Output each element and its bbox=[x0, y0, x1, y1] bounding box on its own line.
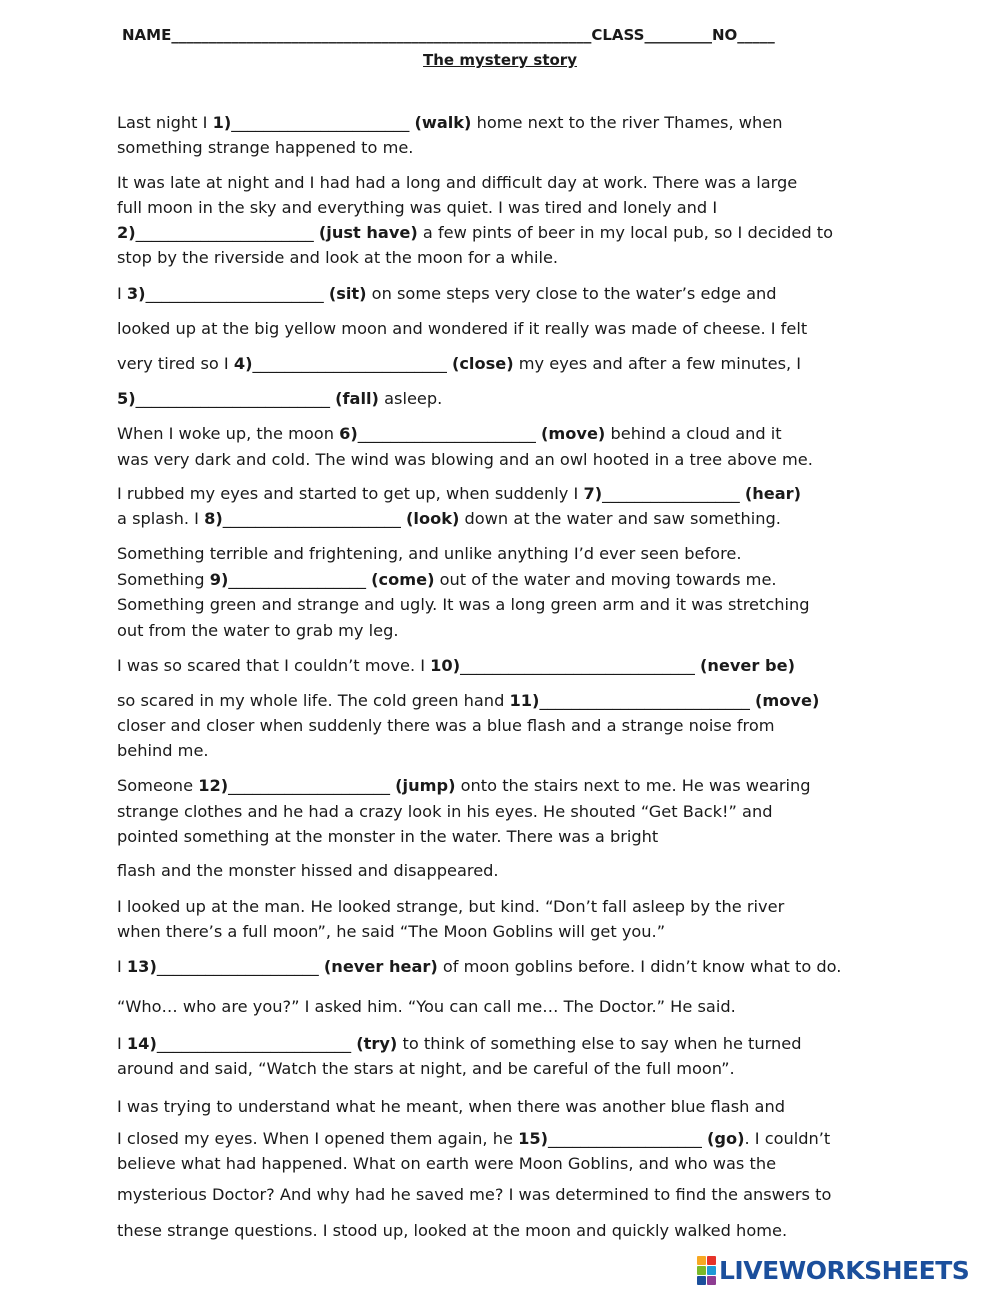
gap-number: 13) bbox=[126, 957, 157, 976]
story-line bbox=[117, 1056, 917, 1081]
story-line bbox=[117, 592, 917, 617]
line-text: Something bbox=[117, 570, 210, 589]
story-line bbox=[117, 824, 917, 849]
line-text: a splash. I bbox=[117, 509, 205, 528]
verb-hint: (go) bbox=[706, 1129, 745, 1148]
answer-blank[interactable]: ________________________ bbox=[156, 1034, 352, 1053]
story-line bbox=[117, 954, 917, 979]
verb-hint: (look) bbox=[406, 509, 460, 528]
line-text: Something green and strange and ugly. It was a long green arm and it was stretching bbox=[117, 595, 810, 614]
line-text: It was late at night and I had had a long and difficult day at work. There was a large bbox=[117, 173, 798, 192]
story-line bbox=[117, 618, 917, 643]
logo-block bbox=[707, 1276, 716, 1285]
answer-blank[interactable]: ________________________ bbox=[252, 354, 447, 373]
logo-text: LIVEWORKSHEETS bbox=[719, 1255, 970, 1285]
no-blank[interactable]: _____ bbox=[737, 26, 775, 44]
answer-blank[interactable]: ______________________ bbox=[231, 113, 410, 132]
verb-hint: (move) bbox=[755, 691, 820, 710]
story-line bbox=[117, 773, 917, 798]
verb-hint: (fall) bbox=[335, 389, 379, 408]
story-line bbox=[117, 281, 917, 306]
no-label: NO bbox=[711, 26, 738, 44]
gap-number: 9) bbox=[209, 570, 229, 589]
gap-number: 12) bbox=[198, 776, 229, 795]
verb-hint: (hear) bbox=[744, 484, 802, 503]
line-text: When I woke up, the moon bbox=[117, 424, 340, 443]
line-text: asleep. bbox=[378, 389, 443, 408]
line-text: flash and the monster hissed and disappeared. bbox=[117, 861, 499, 880]
line-text: believe what had happened. What on earth were Moon Goblins, and who was the bbox=[117, 1154, 777, 1173]
gap-number: 15) bbox=[518, 1129, 549, 1148]
story-line bbox=[117, 799, 917, 824]
line-text: Something terrible and frightening, and unlike anything I’d ever seen before. bbox=[117, 544, 742, 563]
logo-block bbox=[707, 1266, 716, 1275]
line-text: “Who… who are you?” I asked him. “You can call me… The Doctor.” He said. bbox=[117, 997, 736, 1016]
line-text: around and said, “Watch the stars at night, and be careful of the full moon”. bbox=[117, 1059, 735, 1078]
story-line bbox=[117, 421, 917, 446]
story-line bbox=[117, 481, 917, 506]
story-line bbox=[117, 919, 917, 944]
answer-blank[interactable]: ____________________ bbox=[228, 776, 390, 795]
line-text: mysterious Doctor? And why had he saved me? I was determined to find the answers to bbox=[117, 1185, 832, 1204]
story-line bbox=[117, 351, 917, 376]
logo-block bbox=[697, 1266, 706, 1275]
verb-hint: (sit) bbox=[328, 284, 367, 303]
verb-hint: (come) bbox=[371, 570, 435, 589]
line-text: a few pints of beer in my local pub, so I decided to bbox=[417, 223, 834, 242]
verb-hint: (never hear) bbox=[323, 957, 438, 976]
story-line bbox=[117, 1151, 917, 1176]
story-line bbox=[117, 195, 917, 220]
story-line bbox=[117, 506, 917, 531]
story-line bbox=[117, 447, 917, 472]
logo-block bbox=[697, 1276, 706, 1285]
line-text: very tired so I bbox=[117, 354, 234, 373]
line-text: I looked up at the man. He looked strange, but kind. “Don’t fall asleep by the river bbox=[117, 897, 785, 916]
verb-hint: (just have) bbox=[318, 223, 418, 242]
line-text: my eyes and after a few minutes, I bbox=[513, 354, 802, 373]
gap-number: 11) bbox=[509, 691, 540, 710]
class-label: CLASS bbox=[591, 26, 645, 44]
line-text: I bbox=[117, 1034, 127, 1053]
line-text: pointed something at the monster in the water. There was a bright bbox=[117, 827, 659, 846]
story-line bbox=[117, 713, 917, 738]
gap-number: 1) bbox=[212, 113, 232, 132]
answer-blank[interactable]: ________________________ bbox=[135, 389, 330, 408]
line-text: onto the stairs next to me. He was wearing bbox=[455, 776, 811, 795]
story-line bbox=[117, 894, 917, 919]
name-label: NAME bbox=[122, 26, 172, 44]
story-line bbox=[117, 1182, 917, 1207]
logo-blocks-icon bbox=[697, 1256, 716, 1285]
story-line bbox=[117, 567, 917, 592]
line-text: of moon goblins before. I didn’t know what to do. bbox=[437, 957, 842, 976]
answer-blank[interactable]: _________________ bbox=[228, 570, 366, 589]
line-text: behind a cloud and it bbox=[605, 424, 782, 443]
story-line bbox=[117, 135, 917, 160]
gap-number: 14) bbox=[126, 1034, 157, 1053]
line-text: I rubbed my eyes and started to get up, when suddenly I bbox=[117, 484, 584, 503]
line-text: when there’s a full moon”, he said “The Moon Goblins will get you.” bbox=[117, 922, 666, 941]
line-text: I was trying to understand what he meant, when there was another blue flash and bbox=[117, 1097, 785, 1116]
story-line bbox=[117, 688, 917, 713]
line-text: Last night I bbox=[117, 113, 213, 132]
line-text: out from the water to grab my leg. bbox=[117, 621, 399, 640]
answer-blank[interactable]: ______________________ bbox=[145, 284, 324, 303]
line-text: these strange questions. I stood up, looked at the moon and quickly walked home. bbox=[117, 1221, 788, 1240]
line-text: full moon in the sky and everything was quiet. I was tired and lonely and I bbox=[117, 198, 718, 217]
story-line bbox=[117, 1094, 917, 1119]
logo-block bbox=[697, 1256, 706, 1265]
story-line bbox=[117, 1031, 917, 1056]
verb-hint: (never be) bbox=[699, 656, 795, 675]
story-line bbox=[117, 1126, 917, 1151]
gap-number: 4) bbox=[233, 354, 253, 373]
answer-blank[interactable]: __________________________ bbox=[539, 691, 750, 710]
story-line bbox=[117, 858, 917, 883]
verb-hint: (try) bbox=[356, 1034, 398, 1053]
line-text: home next to the river Thames, when bbox=[471, 113, 783, 132]
verb-hint: (jump) bbox=[395, 776, 456, 795]
logo-block bbox=[707, 1256, 716, 1265]
line-text: down at the water and saw something. bbox=[459, 509, 781, 528]
line-text: something strange happened to me. bbox=[117, 138, 414, 157]
line-text: I was so scared that I couldn’t move. I bbox=[117, 656, 431, 675]
name-blank[interactable]: ________________________________________________________ bbox=[171, 26, 592, 44]
line-text: was very dark and cold. The wind was blowing and an owl hooted in a tree above me. bbox=[117, 450, 813, 469]
line-text: to think of something else to say when he turned bbox=[397, 1034, 802, 1053]
verb-hint: (walk) bbox=[414, 113, 472, 132]
story-line bbox=[117, 738, 917, 763]
line-text: closer and closer when suddenly there was a blue flash and a strange noise from bbox=[117, 716, 775, 735]
verb-hint: (close) bbox=[451, 354, 514, 373]
gap-number: 7) bbox=[583, 484, 603, 503]
worksheet-title: The mystery story bbox=[423, 51, 577, 69]
answer-blank[interactable]: ______________________ bbox=[135, 223, 314, 242]
story-line bbox=[117, 994, 917, 1019]
story-line bbox=[117, 653, 917, 678]
story-line bbox=[117, 170, 917, 195]
gap-number: 2) bbox=[117, 223, 136, 242]
gap-number: 8) bbox=[204, 509, 223, 528]
gap-number: 3) bbox=[126, 284, 146, 303]
answer-blank[interactable]: ______________________ bbox=[222, 509, 401, 528]
student-info-header bbox=[122, 26, 882, 44]
line-text: I closed my eyes. When I opened them again, he bbox=[117, 1129, 519, 1148]
story-line bbox=[117, 541, 917, 566]
line-text: I bbox=[117, 284, 127, 303]
verb-hint: (move) bbox=[541, 424, 606, 443]
line-text: out of the water and moving towards me. bbox=[434, 570, 777, 589]
liveworksheets-logo bbox=[697, 1256, 969, 1284]
line-text: Someone bbox=[117, 776, 199, 795]
answer-blank[interactable]: ___________________ bbox=[548, 1129, 702, 1148]
story-line bbox=[117, 110, 917, 135]
answer-blank[interactable]: _____________________________ bbox=[460, 656, 695, 675]
line-text: looked up at the big yellow moon and wondered if it really was made of cheese. I felt bbox=[117, 319, 808, 338]
story-line bbox=[117, 316, 917, 341]
line-text: strange clothes and he had a crazy look in his eyes. He shouted “Get Back!” and bbox=[117, 802, 773, 821]
line-text: behind me. bbox=[117, 741, 209, 760]
answer-blank[interactable]: ______________________ bbox=[357, 424, 536, 443]
gap-number: 6) bbox=[339, 424, 358, 443]
answer-blank[interactable]: _________________ bbox=[602, 484, 740, 503]
story-line bbox=[117, 245, 917, 270]
story-line bbox=[117, 1218, 917, 1243]
line-text: so scared in my whole life. The cold green hand bbox=[117, 691, 510, 710]
gap-number: 5) bbox=[117, 389, 136, 408]
gap-number: 10) bbox=[430, 656, 461, 675]
story-line bbox=[117, 386, 917, 411]
class-blank[interactable]: _________ bbox=[644, 26, 712, 44]
line-text: stop by the riverside and look at the moon for a while. bbox=[117, 248, 559, 267]
story-line bbox=[117, 220, 917, 245]
line-text: I bbox=[117, 957, 127, 976]
answer-blank[interactable]: ____________________ bbox=[156, 957, 319, 976]
line-text: on some steps very close to the water’s edge and bbox=[366, 284, 777, 303]
line-text: . I couldn’t bbox=[744, 1129, 831, 1148]
